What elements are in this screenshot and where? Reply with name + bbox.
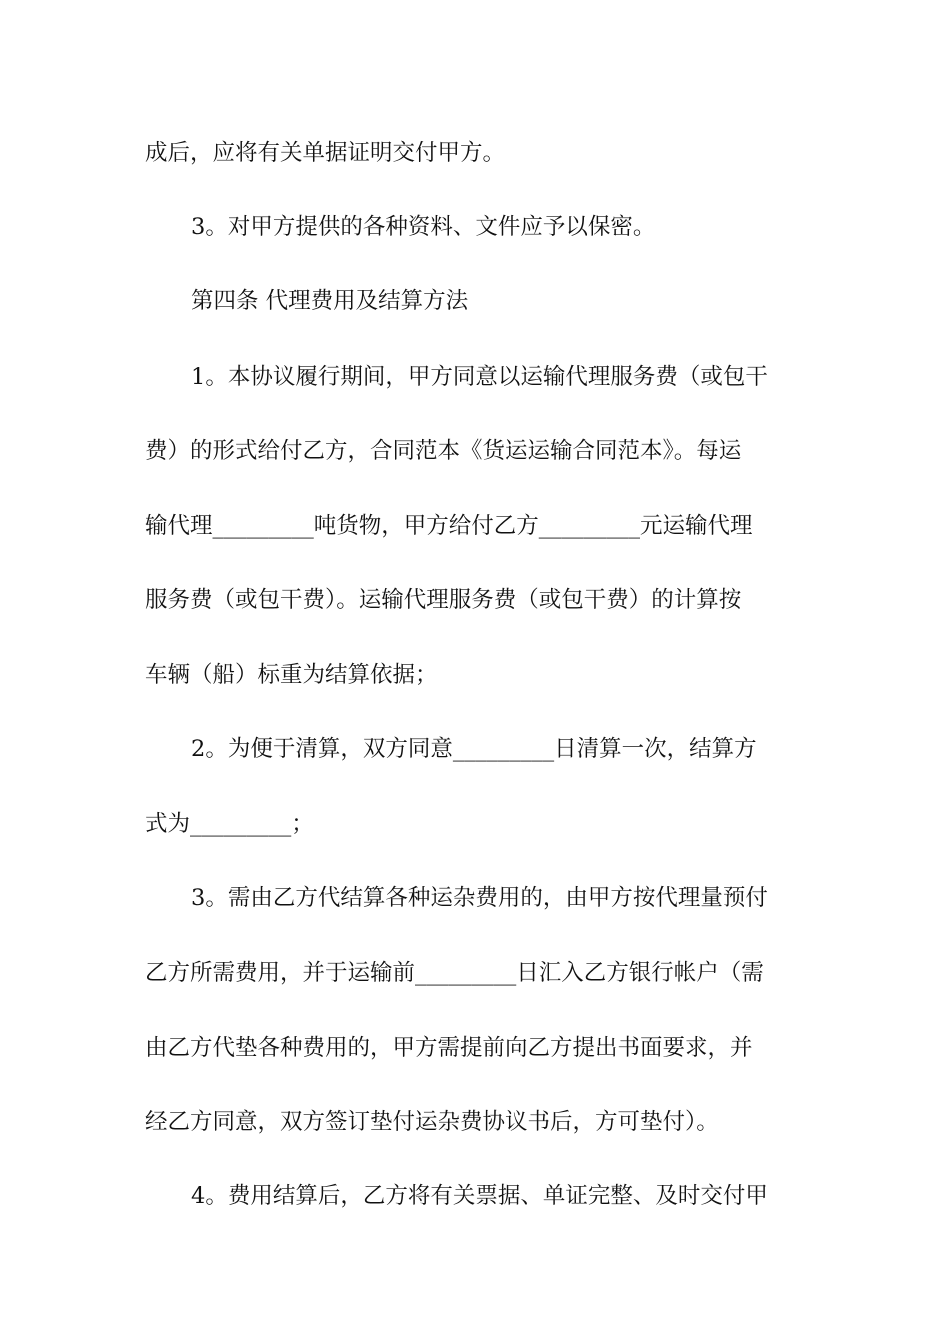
paragraph-line: 成后，应将有关单据证明交付甲方。: [145, 140, 506, 166]
paragraph-line: 车辆（船）标重为结算依据；: [145, 662, 438, 688]
paragraph-line: 经乙方同意，双方签订垫付运杂费协议书后，方可垫付）。: [145, 1109, 719, 1135]
paragraph-line: 3。对甲方提供的各种资料、文件应予以保密。: [191, 214, 656, 240]
paragraph-line: 1。本协议履行期间，甲方同意以运输代理服务费（或包干: [191, 364, 768, 390]
paragraph-line: 费）的形式给付乙方，合同范本《货运运输合同范本》。每运: [145, 438, 742, 464]
paragraph-line: 由乙方代垫各种费用的，甲方需提前向乙方提出书面要求，并: [145, 1035, 753, 1061]
paragraph-line: 式为_________；: [145, 811, 314, 837]
paragraph-line: 服务费（或包干费）。运输代理服务费（或包干费）的计算按: [145, 587, 742, 613]
paragraph-line: 乙方所需费用，并于运输前_________日汇入乙方银行帐户（需: [145, 960, 764, 986]
section-heading: 第四条 代理费用及结算方法: [191, 288, 469, 314]
paragraph-line: 输代理_________吨货物，甲方给付乙方_________元运输代理: [145, 513, 753, 539]
paragraph-line: 4。费用结算后，乙方将有关票据、单证完整、及时交付甲: [191, 1183, 768, 1209]
paragraph-line: 3。需由乙方代结算各种运杂费用的，由甲方按代理量预付: [191, 885, 768, 911]
paragraph-line: 2。为便于清算，双方同意_________日清算一次，结算方: [191, 736, 757, 762]
